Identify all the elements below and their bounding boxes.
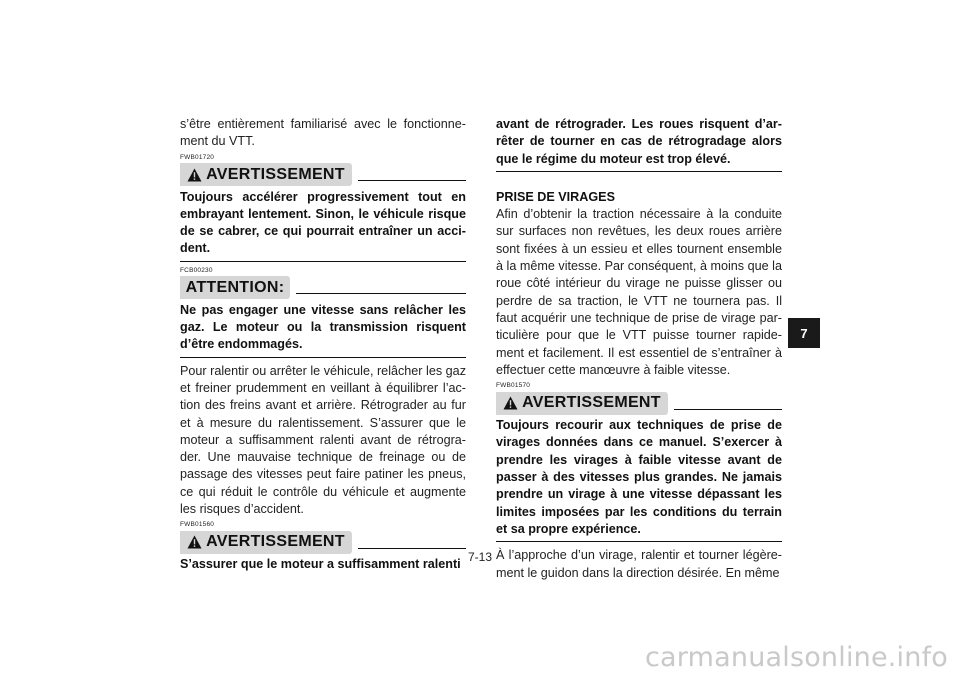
intro-paragraph: s’être entièrement familiarisé avec le fonctionne-ment du VTT.	[180, 117, 466, 149]
warning-triangle-icon	[503, 396, 518, 410]
attention-banner	[180, 276, 466, 300]
banner-rule	[358, 548, 466, 549]
warning-end-rule	[496, 541, 782, 542]
banner-rule	[674, 409, 782, 410]
attention-end-rule	[180, 357, 466, 358]
warning-continued-text: avant de rétrograder. Les roues risquent d’ar-rêter de tourner en cas de rétrogradage alors que le régime du moteur est trop élevé.	[496, 117, 782, 166]
body-paragraph: Pour ralentir ou arrêter le véhicule, relâcher les gaz et freiner prudemment en veillant à équilibrer l’ac-tion des freins avant et arrière. Rétrograder au fur et à mesure du ralentissement. S’assurer que le moteur a suffisamment ralenti avant de rétrogra-der. Une mauvaise technique de freinage ou de passage des vitesses peut faire patiner les pneus, ce qui réduit le contrôle du véhicule et augmente les risques d’accident.	[180, 363, 466, 517]
warning-code: FWB01570	[496, 382, 531, 390]
warning-label: AVERTISSEMENT	[522, 394, 661, 412]
warning-label-box	[496, 392, 668, 415]
banner-rule	[358, 180, 466, 181]
warning-triangle-icon	[187, 535, 202, 549]
warning-text: Toujours recourir aux techniques de prise de virages données dans ce manuel. S’exercer à prendre les virages à faible vitesse avant de passer à des vitesses plus grandes. Ne jamais prendre un virage à une vitesse dépassant les limites imposées par les conditions du terrain et sa propre expérience.	[496, 418, 782, 536]
left-column	[180, 116, 466, 574]
page-number: 7-13	[467, 550, 493, 564]
section-heading: PRISE DE VIRAGES	[496, 189, 615, 204]
warning-banner	[496, 391, 782, 415]
warning-code: FWB01560	[180, 521, 215, 529]
warning-end-rule	[180, 261, 466, 262]
right-column	[496, 116, 782, 582]
warning-label: AVERTISSEMENT	[206, 533, 345, 551]
warning-label-box	[180, 163, 352, 186]
warning-label: AVERTISSEMENT	[206, 165, 345, 183]
watermark: carmanualsonline.info	[645, 642, 948, 673]
attention-code: FCB00230	[180, 266, 213, 274]
warning-banner	[180, 163, 466, 187]
body-paragraph: À l’approche d’un virage, ralentir et tourner légère-ment le guidon dans la direction désirée. En même	[496, 548, 782, 580]
attention-text: Ne pas engager une vitesse sans relâcher les gaz. Le moteur ou la transmission risquent d’être endommagés.	[180, 302, 466, 352]
warning-end-rule	[496, 171, 782, 172]
chapter-tab: 7	[788, 318, 820, 348]
warning-text: S’assurer que le moteur a suffisamment ralenti	[180, 557, 461, 572]
body-paragraph: Afin d’obtenir la traction nécessaire à la conduite sur surfaces non revêtues, les deux roues arrière sont fixées à un essieu et elles tournent ensemble à la même vitesse. Par conséquent, à moins que la roue côté intérieur du virage ne puisse glisser ou perdre de sa traction, le VTT ne tournera pas. Il faut acquérir une technique de prise de virage par-ticulière pour que le VTT puisse tourner rapide-ment et facilement. Il est essentiel de s’entraîner à effectuer cette manœuvre à faible vitesse.	[496, 207, 782, 377]
warning-text: Toujours accélérer progressivement tout en embrayant lentement. Sinon, le véhicule risque de se cabrer, ce qui pourrait entraîner un acci-dent.	[180, 189, 466, 256]
attention-label: ATTENTION:	[180, 276, 290, 299]
warning-code: FWB01720	[180, 153, 215, 161]
warning-triangle-icon	[187, 168, 202, 182]
banner-rule	[296, 293, 466, 294]
